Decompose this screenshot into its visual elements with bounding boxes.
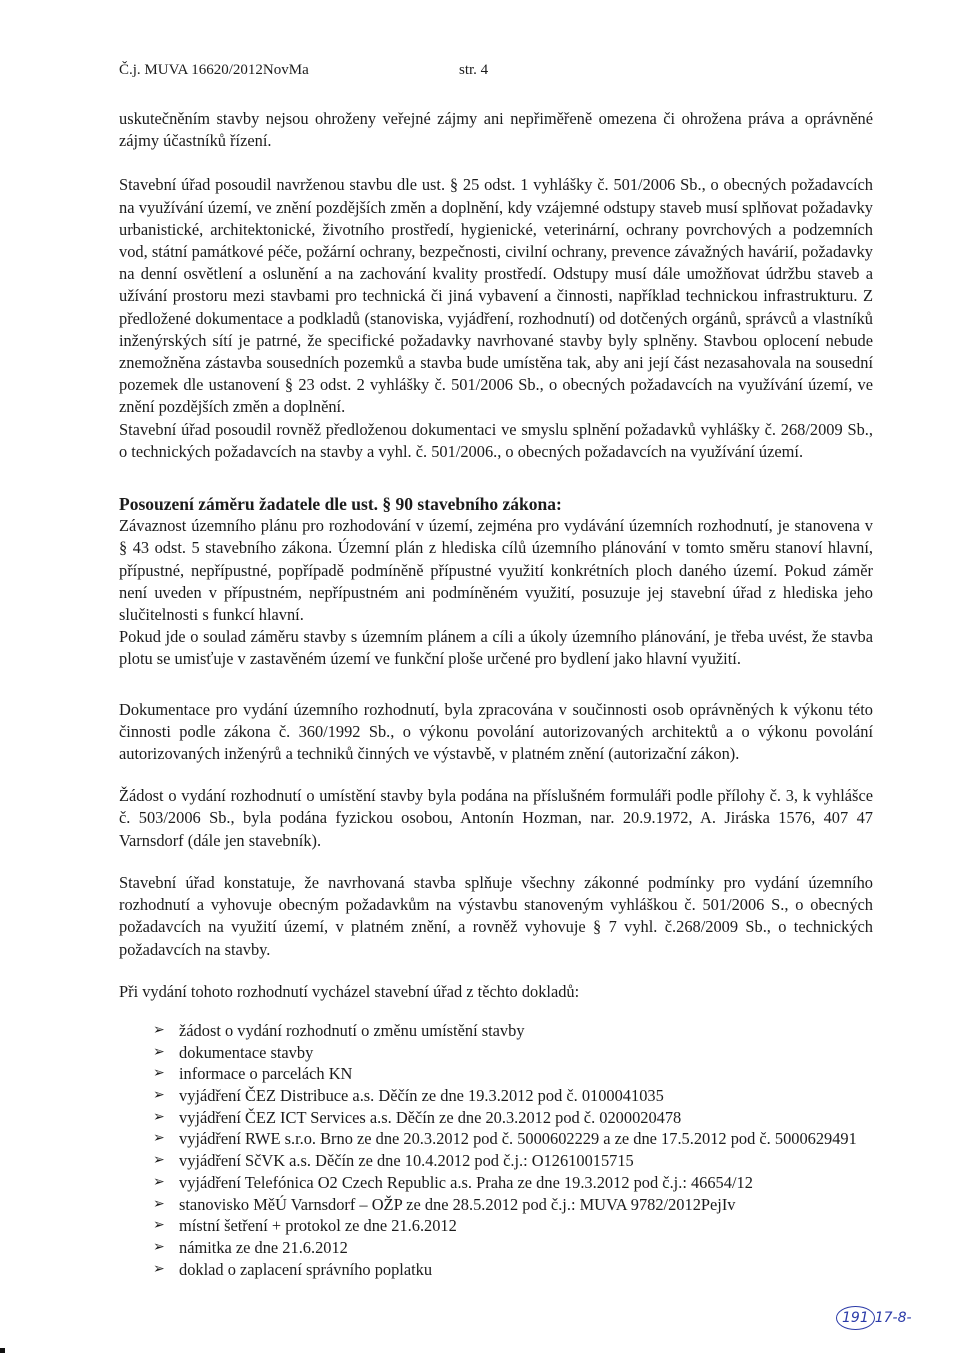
list-item: ➢ vyjádření ČEZ ICT Services a.s. Děčín ze dne 20.3.2012 pod č. 0200020478: [153, 1107, 682, 1127]
arrow-bullet-icon: ➢: [153, 1022, 165, 1038]
document-reference: Č.j. MUVA 16620/2012NovMa: [119, 62, 309, 78]
paragraph-documents-intro: Při vydání tohoto rozhodnutí vycházel stavební úřad z těchto dokladů:: [119, 981, 580, 1001]
arrow-bullet-icon: ➢: [153, 1131, 165, 1147]
paragraph-continuation: uskutečněním stavby nejsou ohroženy veřejné zájmy ani nepřiměřeně omezena či ohrožena práva a oprávněné zájmy účastníků řízení.: [119, 109, 873, 151]
list-item: ➢ dokumentace stavby: [153, 1042, 314, 1062]
list-item: ➢ vyjádření RWE s.r.o. Brno ze dne 20.3.2012 pod č. 5000602229 a ze dne 17.5.2012 pod č. 5000629491: [153, 1129, 857, 1149]
list-item: ➢ žádost o vydání rozhodnutí o změnu umístění stavby: [153, 1020, 525, 1040]
section-heading: Posouzení záměru žadatele dle ust. § 90 stavebního zákona:: [119, 494, 562, 515]
circled-page-number: 191: [836, 1306, 875, 1330]
arrow-bullet-icon: ➢: [153, 1044, 165, 1060]
paragraph-documentation: Dokumentace pro vydání územního rozhodnutí, byla zpracována v součinnosti osob oprávněných k výkonu této činnosti podle zákona č. 360/1992 Sb., o výkonu povolání autorizovaných architektů a o výkonu povolání autorizovaných inženýrů a techniků činných ve výstavbě, v platném znění (autorizační zákon).: [119, 699, 873, 764]
arrow-bullet-icon: ➢: [153, 1066, 165, 1082]
documents-list: [119, 1020, 873, 1280]
list-item: ➢ informace o parcelách KN: [153, 1064, 353, 1084]
paragraph-technical-requirements: Stavební úřad posoudil rovněž předloženou dokumentaci ve smyslu splnění požadavků vyhlášky č. 268/2009 Sb., o technických požadavcích na stavby a vyhl. č. 501/2006., o obecných požadavcích na využívání území.: [119, 419, 873, 461]
arrow-bullet-icon: ➢: [153, 1261, 165, 1277]
handwritten-suffix: 17-8-: [874, 1310, 912, 1326]
paragraph-application: Žádost o vydání rozhodnutí o umístění stavby byla podána na příslušném formuláři podle přílohy č. 3, k vyhlášce č. 503/2006 Sb., byla podána fyzickou osobou, Antonín Hozman, nar. 20.9.1972, A. Jiráska 1576, 407 47 Varnsdorf (dále jen stavebník).: [119, 786, 873, 850]
arrow-bullet-icon: ➢: [153, 1174, 165, 1190]
paragraph-distance-assessment: Stavební úřad posoudil navrženou stavbu dle ust. § 25 odst. 1 vyhlášky č. 501/2006 Sb., o obecných požadavcích na využívání území, ve znění pozdějších změn a doplnění, kdy vzájemné odstupy staveb musí splňovat požadavky urbanistické, architektonické, životního prostředí, hygienické, veterinární, ochrany povrchových a podzemních vod, státní památkové péče, požární ochrany, bezpečnosti, civilní ochrany, prevence závažných havárií, požadavky na denní osvětlení a oslunění a na zachování kvality prostředí. Odstupy musí dále umožňovat údržbu staveb a užívání prostoru mezi stavbami pro technická či jiná vybavení a činnosti, například technickou infrastrukturu. Z předložené dokumentace a podkladů (stanoviska, vyjádření, rozhodnutí) od dotčených orgánů, správců a vlastníků inženýrských sítí je patrné, že specifické požadavky navrhované stavby byly splněny. Stavbou oplocení nebude znemožněna zástavba sousedních pozemků a stavba bude umístěna tak, aby ani její část nezasahovala na sousední pozemek dle ustanovení § 23 odst. 2 vyhlášky č. 501/2006 Sb., o obecných požadavcích na využívání území, ve znění pozdějších změn a doplnění.: [119, 175, 873, 417]
document-body: [119, 108, 873, 1280]
arrow-bullet-icon: ➢: [153, 1196, 165, 1212]
handwritten-page-mark: [836, 1306, 912, 1330]
list-item: ➢ vyjádření ČEZ Distribuce a.s. Děčín ze dne 19.3.2012 pod č. 0100041035: [153, 1086, 664, 1106]
page-number: str. 4: [459, 62, 489, 78]
arrow-bullet-icon: ➢: [153, 1153, 165, 1169]
paragraph-conclusion: Stavební úřad konstatuje, že navrhovaná stavba splňuje všechny zákonné podmínky pro vydání územního rozhodnutí a vyhovuje obecným požadavkům na výstavbu stanoveným vyhláškou č. 501/2006 S., o obecných požadavcích na využití území, v platném znění, a rovněž vyhovuje § 7 vyhl. č.268/2009 Sb., o technických požadavcích na stavby.: [119, 872, 873, 959]
list-item: ➢ stanovisko MěÚ Varnsdorf – OŽP ze dne 28.5.2012 pod č.j.: MUVA 9782/2012PejIv: [153, 1194, 736, 1214]
scan-mark: [0, 1348, 5, 1353]
list-item: ➢ doklad o zaplacení správního poplatku: [153, 1259, 433, 1279]
arrow-bullet-icon: ➢: [153, 1239, 165, 1255]
list-item: ➢ vyjádření SčVK a.s. Děčín ze dne 10.4.2012 pod č.j.: O12610015715: [153, 1151, 634, 1171]
list-item: ➢ vyjádření Telefónica O2 Czech Republic a.s. Praha ze dne 19.3.2012 pod č.j.: 46654/12: [153, 1172, 753, 1192]
list-item: ➢ místní šetření + protokol ze dne 21.6.2012: [153, 1216, 457, 1236]
paragraph-zoning-plan: Závaznost územního plánu pro rozhodování v území, zejména pro vydávání územních rozhodnutí, je stanovena v § 43 odst. 5 stavebního zákona. Územní plán z hlediska cílů územního plánování v tomto směru stanoví hlavní, přípustné, nepřípustné, popřípadě podmíněně přípustné využití konkrétních ploch daného území. Pokud záměr není uveden v přípustném, nepřípustném ani podmíněném využití, posuzuje jej stavební úřad z hlediska jeho slučitelnosti s funkcí hlavní.: [119, 516, 873, 625]
list-item: ➢ námitka ze dne 21.6.2012: [153, 1237, 348, 1257]
arrow-bullet-icon: ➢: [153, 1218, 165, 1234]
paragraph-plan-compliance: Pokud jde o soulad záměru stavby s územním plánem a cíli a úkoly územního plánování, je třeba uvést, že stavba plotu se umisťuje v zastavěném území ve funkční ploše určené pro bydlení jako hlavní využití.: [119, 627, 873, 669]
arrow-bullet-icon: ➢: [153, 1088, 165, 1104]
arrow-bullet-icon: ➢: [153, 1109, 165, 1125]
